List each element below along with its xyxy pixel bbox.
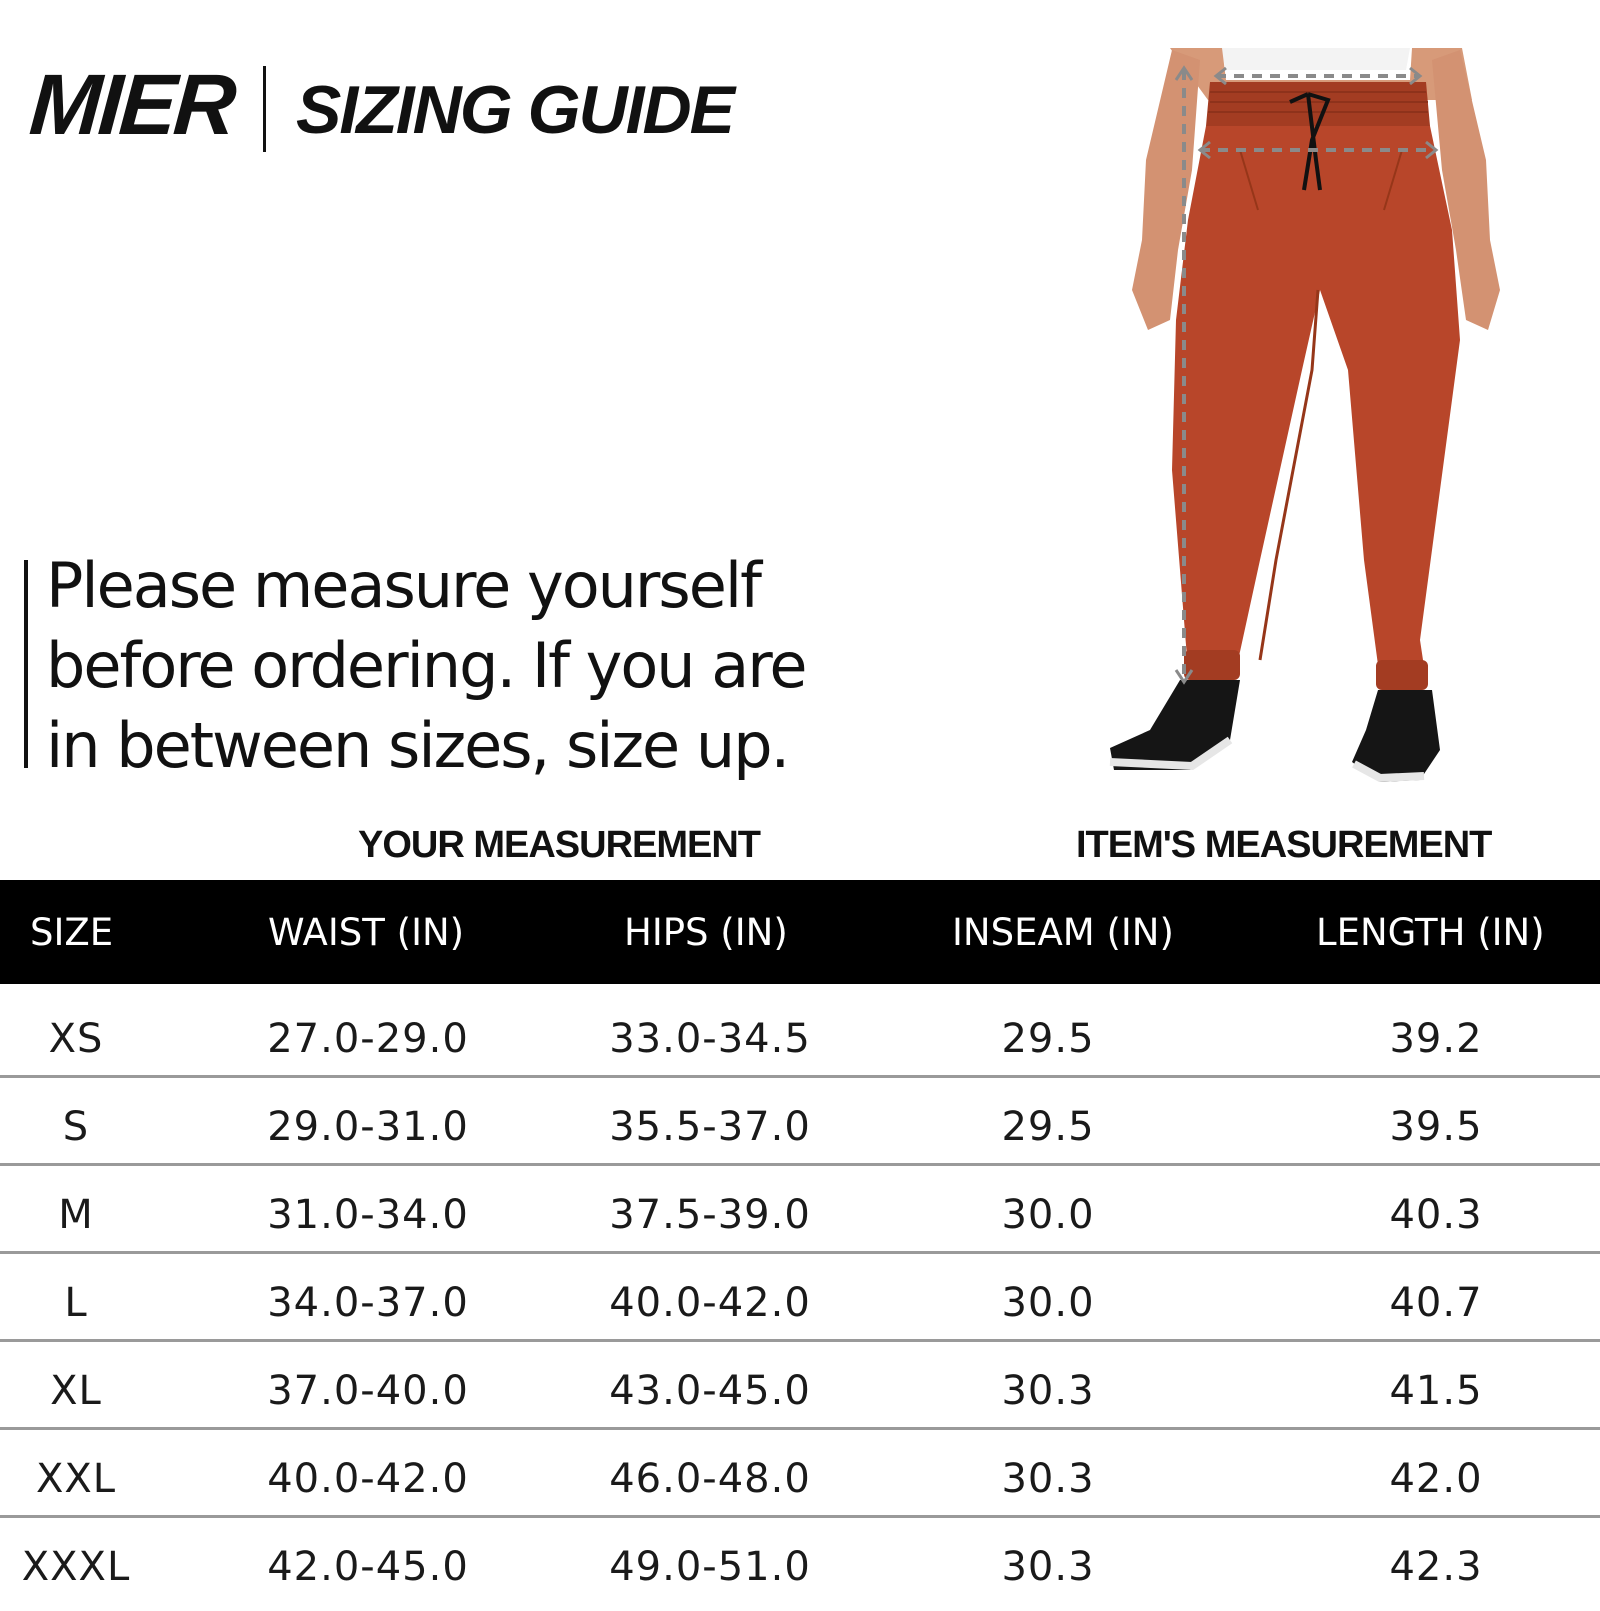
cell-waist: 34.0-37.0 [267, 1280, 469, 1326]
pants-body [1172, 126, 1460, 680]
cell-length: 42.3 [1389, 1544, 1483, 1590]
left-shoe [1110, 680, 1240, 770]
cell-inseam: 29.5 [1001, 1016, 1095, 1062]
cell-length: 39.5 [1389, 1104, 1483, 1150]
right-cuff [1376, 660, 1428, 690]
header-size: SIZE [30, 911, 114, 954]
brand-logo: MIER [26, 57, 237, 153]
cell-length: 40.7 [1389, 1280, 1483, 1326]
page-title: SIZING GUIDE [296, 72, 733, 148]
cell-inseam: 30.3 [1001, 1456, 1095, 1502]
cell-size: S [62, 1104, 90, 1150]
cell-hips: 35.5-37.0 [609, 1104, 811, 1150]
cell-inseam: 30.0 [1001, 1280, 1095, 1326]
pants-waistband [1206, 82, 1430, 126]
cell-waist: 27.0-29.0 [267, 1016, 469, 1062]
your-measurement-label: YOUR MEASUREMENT [358, 824, 761, 866]
cell-size: XS [48, 1016, 104, 1062]
cell-length: 40.3 [1389, 1192, 1483, 1238]
header-waist: WAIST (IN) [268, 911, 465, 954]
cell-size: XXL [35, 1456, 117, 1502]
cell-hips: 33.0-34.5 [609, 1016, 811, 1062]
table-row [0, 1523, 1600, 1611]
table-row [0, 1347, 1600, 1435]
cell-size: L [64, 1280, 88, 1326]
cell-waist: 29.0-31.0 [267, 1104, 469, 1150]
measurement-note: Please measure yourself before ordering. If you are in between sizes, size up. [46, 549, 806, 782]
cell-size: M [58, 1192, 94, 1238]
cell-waist: 40.0-42.0 [267, 1456, 469, 1502]
cell-inseam: 29.5 [1001, 1104, 1095, 1150]
cell-length: 39.2 [1389, 1016, 1483, 1062]
header-hips: HIPS (IN) [624, 911, 788, 954]
table-row [0, 1435, 1600, 1523]
crop-top [1220, 48, 1410, 70]
row-divider [0, 1163, 1600, 1166]
cell-waist: 37.0-40.0 [267, 1368, 469, 1414]
left-cuff [1184, 650, 1240, 680]
cell-hips: 49.0-51.0 [609, 1544, 811, 1590]
cell-hips: 40.0-42.0 [609, 1280, 811, 1326]
size-table-header [0, 880, 1600, 984]
items-measurement-label: ITEM'S MEASUREMENT [1076, 824, 1492, 866]
cell-hips: 43.0-45.0 [609, 1368, 811, 1414]
table-row [0, 1171, 1600, 1259]
title-divider [263, 66, 266, 152]
row-divider [0, 1427, 1600, 1430]
row-divider [0, 1515, 1600, 1518]
product-figure [1080, 40, 1540, 800]
cell-inseam: 30.3 [1001, 1544, 1095, 1590]
table-row [0, 1259, 1600, 1347]
row-divider [0, 1075, 1600, 1078]
cell-inseam: 30.3 [1001, 1368, 1095, 1414]
row-divider [0, 1339, 1600, 1342]
table-row [0, 1083, 1600, 1171]
cell-waist: 42.0-45.0 [267, 1544, 469, 1590]
cell-inseam: 30.0 [1001, 1192, 1095, 1238]
cell-size: XXXL [21, 1544, 131, 1590]
cell-size: XL [50, 1368, 102, 1414]
note-accent-bar [24, 560, 28, 768]
row-divider [0, 1251, 1600, 1254]
cell-hips: 46.0-48.0 [609, 1456, 811, 1502]
cell-length: 42.0 [1389, 1456, 1483, 1502]
cell-hips: 37.5-39.0 [609, 1192, 811, 1238]
header-inseam: INSEAM (IN) [952, 911, 1174, 954]
cell-waist: 31.0-34.0 [267, 1192, 469, 1238]
header-length: LENGTH (IN) [1316, 911, 1545, 954]
table-row [0, 995, 1600, 1083]
cell-length: 41.5 [1389, 1368, 1483, 1414]
